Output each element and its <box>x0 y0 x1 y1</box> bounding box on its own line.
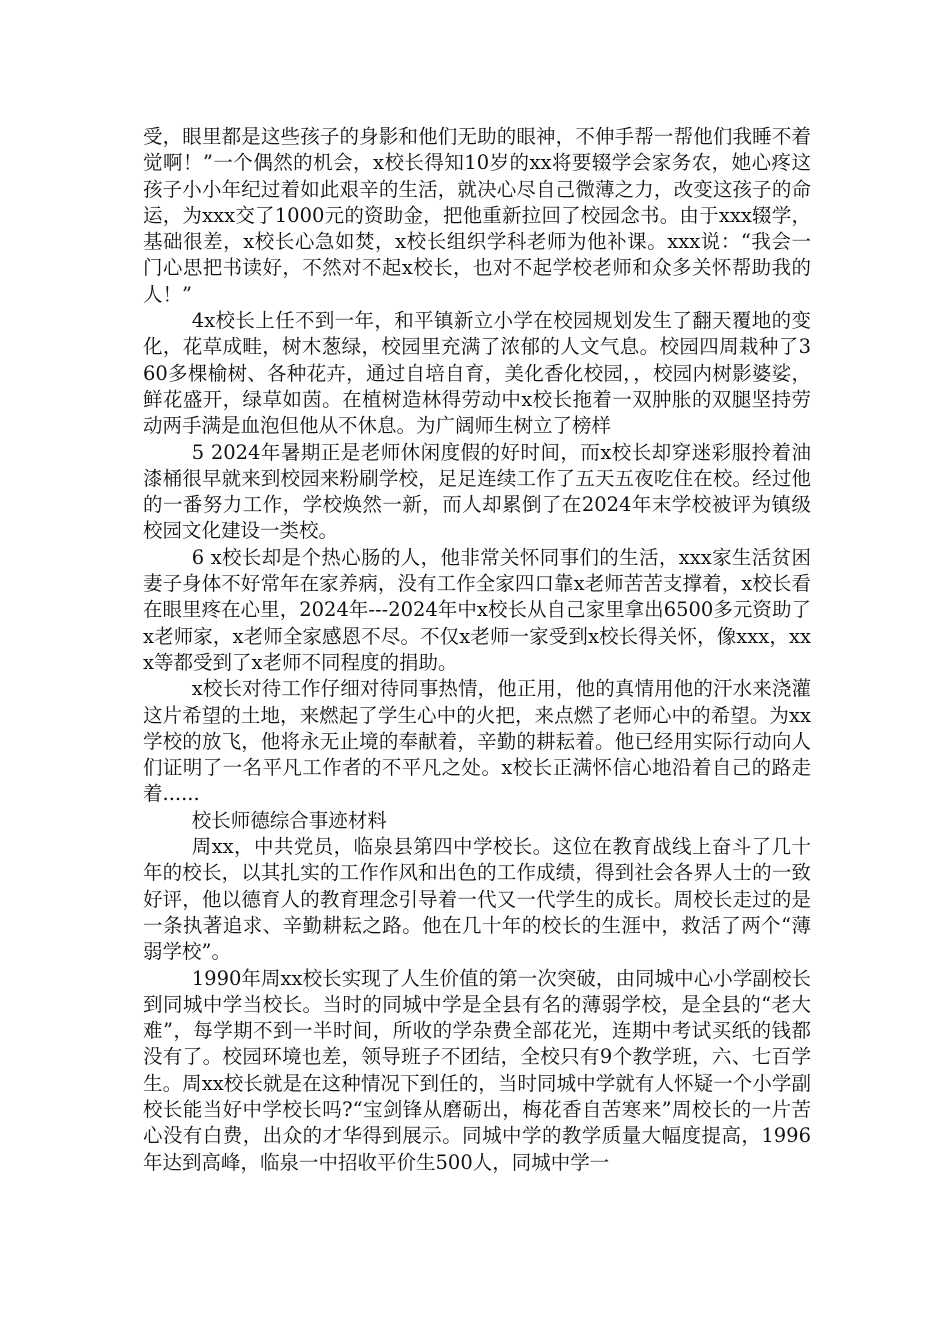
paragraph-summary: x校长对待工作仔细对待同事热情，他正用，他的真情用他的汗水来浇灌这片希望的土地，来燃起了学生心中的火把，来点燃了老师心中的希望。为xx学校的放飞，他将永无止境的奉献着，辛勤的耕耘着。他已经用实际行动向人们证明了一名平凡工作者的不平凡之处。x校长正满怀信心地沿着自己的路走着...... <box>143 677 811 806</box>
document-page <box>143 124 811 1176</box>
paragraph-continuation: 受，眼里都是这些孩子的身影和他们无助的眼神，不伸手帮一帮他们我睡不着觉啊！”一个偶然的机会，x校长得知10岁的xx将要辍学会家务农，她心疼这孩子小小年纪过着如此艰辛的生活，就决心尽自己微薄之力，改变这孩子的命运，为xxx交了1000元的资助金，把他重新拉回了校园念书。由于xxx辍学，基础很差，x校长心急如焚，x校长组织学科老师为他补课。xxx说：“我会一门心思把书读好，不然对不起x校长，也对不起学校老师和众多关怀帮助我的人！” <box>143 125 811 306</box>
paragraph-zhou-intro: 周xx，中共党员，临泉县第四中学校长。这位在教育战线上奋斗了几十年的校长，以其扎实的工作作风和出色的工作成绩，得到社会各界人士的一致好评，他以德育人的教育理念引导着一代又一代学生的成长。周校长走过的是一条执著追求、辛勤耕耘之路。他在几十年的校长的生涯中，救活了两个“薄弱学校”。 <box>143 835 811 964</box>
paragraph-4: 4x校长上任不到一年，和平镇新立小学在校园规划发生了翻天覆地的变化，花草成畦，树木葱绿，校园里充满了浓郁的人文气息。校园四周栽种了360多棵榆树、各种花卉，通过自培自育，美化香化校园，，校园内树影婆娑，鲜花盛开，绿草如茵。在植树造林得劳动中x校长拖着一双肿胀的双腿坚持劳动两手满是血泡但他从不休息。为广阔师生树立了榜样 <box>143 309 811 438</box>
section-title: 校长师德综合事迹材料 <box>191 808 387 832</box>
paragraph-6: 6 x校长却是个热心肠的人，他非常关怀同事们的生活，xxx家生活贫困妻子身体不好常年在家养病，没有工作全家四口靠x老师苦苦支撑着，x校长看在眼里疼在心里，2024年---2024年中x校长从自己家里拿出6500多元资助了x老师家，x老师全家感恩不尽。不仅x老师一家受到x校长得关怀，像xxx，xxx等都受到了x老师不同程度的捐助。 <box>143 545 811 674</box>
paragraph-1990: 1990年周xx校长实现了人生价值的第一次突破，由同城中心小学副校长到同城中学当校长。当时的同城中学是全县有名的薄弱学校，是全县的“老大难”，每学期不到一半时间，所收的学杂费全部花光，连期中考试买纸的钱都没有了。校园环境也差，领导班子不团结，全校只有9个教学班，六、七百学生。周xx校长就是在这种情况下到任的，当时同城中学就有人怀疑一个小学副校长能当好中学校长吗?“宝剑锋从磨砺出，梅花香自苦寒来”周校长的一片苦心没有白费，出众的才华得到展示。同城中学的教学质量大幅度提高，1996年达到高峰，临泉一中招收平价生500人，同城中学一 <box>143 966 811 1174</box>
paragraph-5: 5 2024年暑期正是老师休闲度假的好时间，而x校长却穿迷彩服拎着油漆桶很早就来到校园来粉刷学校，足足连续工作了五天五夜吃住在校。经过他的一番努力工作，学校焕然一新，而人却累倒了在2024年末学校被评为镇级校园文化建设一类校。 <box>143 440 811 543</box>
